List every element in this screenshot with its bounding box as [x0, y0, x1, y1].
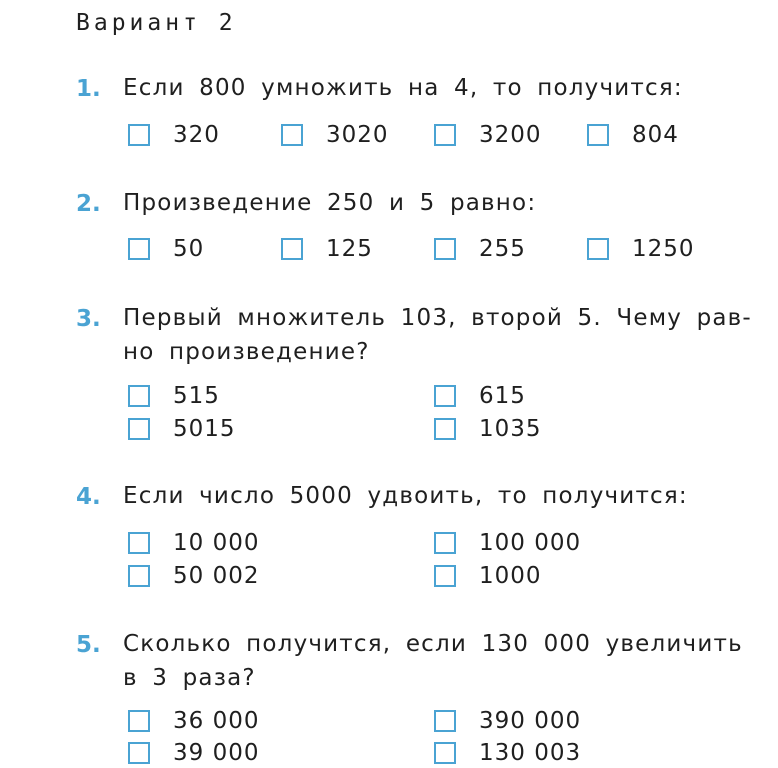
option-label: 1250 — [632, 236, 695, 262]
q2-option-3[interactable] — [434, 235, 526, 263]
checkbox[interactable] — [128, 532, 150, 554]
option-label: 100 000 — [479, 530, 582, 556]
checkbox[interactable] — [128, 238, 150, 260]
checkbox[interactable] — [434, 565, 456, 587]
question-5-number: 5. — [76, 632, 101, 658]
checkbox[interactable] — [128, 418, 150, 440]
question-1-number: 1. — [76, 76, 101, 102]
checkbox[interactable] — [128, 385, 150, 407]
option-label: 390 000 — [479, 708, 582, 734]
checkbox[interactable] — [434, 238, 456, 260]
q4-option-1[interactable] — [128, 529, 259, 557]
option-label: 125 — [326, 236, 373, 262]
question-3-text-line-1: Первый множитель 103, второй 5. Чему рав- — [123, 305, 752, 331]
checkbox[interactable] — [128, 565, 150, 587]
option-label: 10 000 — [173, 530, 260, 556]
q2-option-2[interactable] — [281, 235, 373, 263]
option-label: 5015 — [173, 416, 236, 442]
option-label: 36 000 — [173, 708, 260, 734]
checkbox[interactable] — [434, 742, 456, 764]
option-label: 3200 — [479, 122, 542, 148]
checkbox[interactable] — [587, 238, 609, 260]
question-5-text-line-2: в 3 раза? — [123, 665, 256, 691]
q4-option-3[interactable] — [128, 562, 259, 590]
checkbox[interactable] — [434, 124, 456, 146]
option-label: 615 — [479, 383, 526, 409]
question-3-number: 3. — [76, 306, 101, 332]
option-label: 1035 — [479, 416, 542, 442]
q3-option-2[interactable] — [434, 382, 526, 410]
question-4-text: Если число 5000 удвоить, то получится: — [123, 483, 688, 509]
q4-option-4[interactable] — [434, 562, 542, 590]
checkbox[interactable] — [281, 238, 303, 260]
checkbox[interactable] — [434, 710, 456, 732]
question-2-number: 2. — [76, 191, 101, 217]
checkbox[interactable] — [128, 710, 150, 732]
checkbox[interactable] — [434, 532, 456, 554]
q5-option-4[interactable] — [434, 739, 581, 767]
option-label: 804 — [632, 122, 679, 148]
q1-option-1[interactable] — [128, 121, 220, 149]
option-label: 1000 — [479, 563, 542, 589]
q2-option-4[interactable] — [587, 235, 695, 263]
q3-option-3[interactable] — [128, 415, 236, 443]
q5-option-1[interactable] — [128, 707, 259, 735]
option-label: 320 — [173, 122, 220, 148]
checkbox[interactable] — [128, 742, 150, 764]
q4-option-2[interactable] — [434, 529, 581, 557]
option-label: 255 — [479, 236, 526, 262]
q1-option-2[interactable] — [281, 121, 389, 149]
q1-option-4[interactable] — [587, 121, 679, 149]
option-label: 39 000 — [173, 740, 260, 766]
q3-option-4[interactable] — [434, 415, 542, 443]
question-2-text: Произведение 250 и 5 равно: — [123, 190, 537, 216]
question-5-text-line-1: Сколько получится, если 130 000 увеличить — [123, 631, 743, 657]
question-4-number: 4. — [76, 484, 101, 510]
option-label: 3020 — [326, 122, 389, 148]
checkbox[interactable] — [434, 385, 456, 407]
q3-option-1[interactable] — [128, 382, 220, 410]
q5-option-3[interactable] — [128, 739, 259, 767]
checkbox[interactable] — [128, 124, 150, 146]
checkbox[interactable] — [434, 418, 456, 440]
page-title: Вариант 2 — [76, 10, 237, 36]
checkbox[interactable] — [587, 124, 609, 146]
q5-option-2[interactable] — [434, 707, 581, 735]
checkbox[interactable] — [281, 124, 303, 146]
question-3-text-line-2: но произведение? — [123, 339, 370, 365]
q1-option-3[interactable] — [434, 121, 542, 149]
option-label: 515 — [173, 383, 220, 409]
option-label: 50 — [173, 236, 205, 262]
option-label: 130 003 — [479, 740, 582, 766]
q2-option-1[interactable] — [128, 235, 204, 263]
option-label: 50 002 — [173, 563, 260, 589]
question-1-text: Если 800 умножить на 4, то получится: — [123, 75, 683, 101]
